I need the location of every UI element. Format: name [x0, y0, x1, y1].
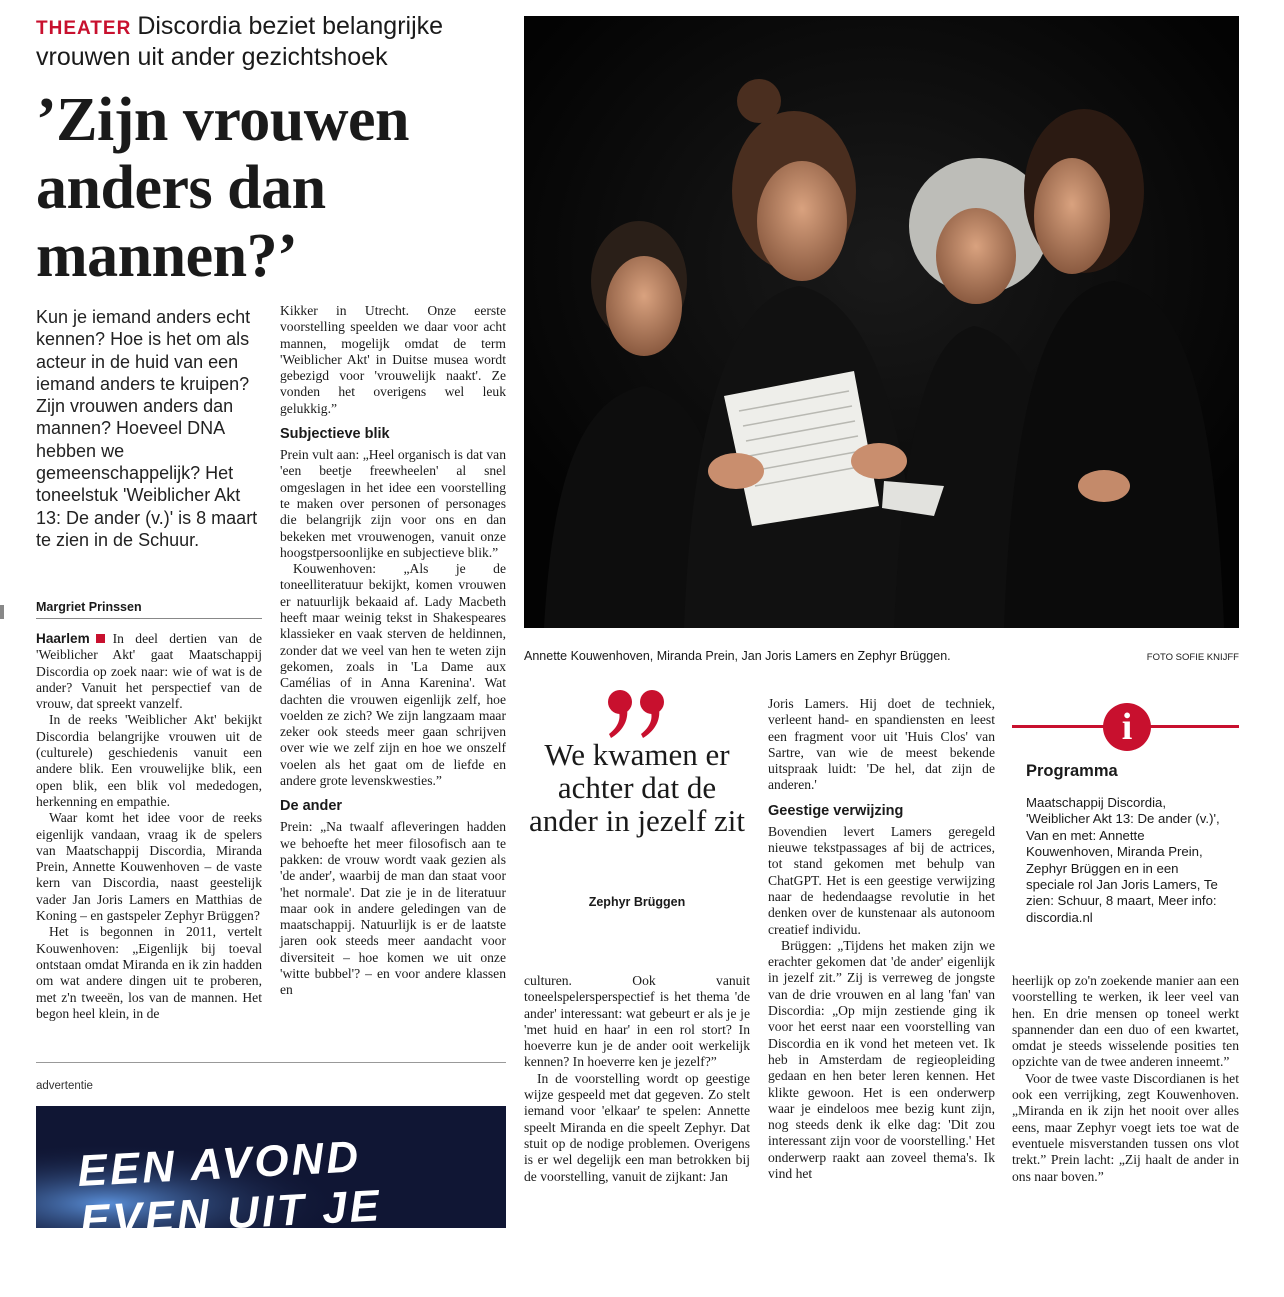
- subheading: De ander: [280, 798, 343, 815]
- paragraph: Joris Lamers. Hij doet de techniek, verleent hand- en spandiensten en leest een fragment voor uit 'Huis Clos' van Sartre, van wie de meest bekende uitspraak luidt: 'De hel, dat zijn de anderen.': [768, 696, 995, 793]
- paragraph-text: In deel dertien van de 'Weiblicher Akt' gaat Maatschappij Discordia op zoek naar: wie of wat is de ander? Vanuit het perspectief van de vrouw, dat spreekt vanzelf.: [36, 631, 262, 712]
- pullquote-text: We kwamen er achter dat de ander in jezelf zit: [528, 737, 746, 838]
- photo-caption: Annette Kouwenhoven, Miranda Prein, Jan Joris Lamers en Zephyr Brüggen.: [524, 649, 951, 663]
- paragraph: Prein: „Na twaalf afleveringen hadden we behoefte het meer filosofisch aan te pakken: de vrouw wordt vaak gezien als 'de ander', waarbij de man dan staat voor 'het normale'. Dat zie je in de literatuur maar ook in andere geledingen van de maatschappij. Natuurlijk is er de laatste jaren ook steeds meer aandacht voor diversiteit – hoe komen we uit onze 'witte bubbel'? – en voor andere klassen en: [280, 819, 506, 998]
- paragraph: In de voorstelling wordt op geestige wijze gespeeld met dat gegeven. Zo stelt iemand voor 'elkaar' te spelen: Annette speelt Miranda en die speelt Zephyr. Dat stuit op de nodige problemen. Overigens is er wel degelijk een man betrokken bij de voorstelling, vanuit de zijkant: Jan: [524, 1070, 750, 1184]
- paragraph: Kikker in Utrecht. Onze eerste voorstelling speelden we daar voor acht mannen, mogelijk omdat de term 'Weiblicher Akt' in Duitse musea wordt gebezigd voor 'vrouwelijk naakt'. Ze vonden het overigens wel leuk gelukkig.”: [280, 303, 506, 416]
- paragraph: Voor de twee vaste Discordianen is het ook een verrijking, zegt Kouwenhoven. „Miranda en ik zijn het nooit over alles eens, maar Zephyr voegt iets toe wat de eventuele misverstanden tussen ons vlot trekt.” Prein lacht: „Zij haalt de ander in ons naar boven.”: [1012, 1070, 1239, 1184]
- subheading: Subjectieve blik: [280, 426, 390, 443]
- kicker-text: Discordia beziet belangrijke vrouwen uit ander gezichtshoek: [36, 12, 444, 71]
- paragraph: Prein vult aan: „Heel organisch is dat van 'een beetje freewheelen' al snel omgeslagen in het idee een voorstelling te maken over personen of personages die belangrijk zijn voor ons en dan bekeken met vrouwenogen, vanuit onze hoogstpersoonlijke en subjectieve blik.”: [280, 447, 506, 560]
- paragraph: heerlijk op zo'n zoekende manier aan een voorstelling te werken, ik leer veel van hen. En drie mensen op toneel werkt spannender dan een duo of een kwartet, omdat je steeds wisselende posities ten opzichte van de twee anderen inneemt.”: [1012, 973, 1239, 1070]
- pullquote-author: Zephyr Brüggen: [588, 895, 686, 909]
- ad-headline: EEN AVOND EVEN UIT JE BOL?: [76, 1132, 384, 1296]
- article-column-5: [1012, 973, 1239, 1185]
- subheading: Geestige verwijzing: [768, 802, 904, 819]
- infobox-text: Maatschappij Discordia, 'Weiblicher Akt 13: De ander (v.)', Van en met: Annette Kouwenhoven, Miranda Prein, Zephyr Brüggen en in een speciale rol Jan Joris Lamers, Te zien: Schuur, 8 maart, Meer info: discordia.nl: [1026, 795, 1220, 925]
- ad-label: advertentie: [36, 1080, 93, 1092]
- article-headline: ’Zijn vrouwen anders dan mannen?’: [36, 86, 410, 290]
- article-column-3: [524, 973, 750, 1185]
- article-intro: Kun je iemand anders echt kennen? Hoe is het om als acteur in de huid van een iemand anders te kruipen? Zijn vrouwen anders dan mannen? Hoeveel DNA hebben we gemeenschappelijk? Het toneelstuk 'Weiblicher Akt 13: De ander (v.)' is 8 maart te zien in de Schuur.: [36, 307, 258, 550]
- article-column-1: [36, 631, 262, 1022]
- article-kicker: [36, 12, 506, 72]
- advertisement[interactable]: [36, 1106, 506, 1296]
- info-icon: i: [1103, 703, 1151, 751]
- paragraph: culturen. Ook vanuit toneelspelersperspectief is het thema 'de ander' interessant: wat gebeurt er als je je 'met huid en haar' in een rol stort? In hoeverre kun je de ander ooit werkelijk kennen? In hoeverre ken je jezelf?”: [524, 973, 750, 1070]
- photo-credit: FOTO SOFIE KNIJFF: [1146, 652, 1239, 663]
- dateline: Haarlem: [36, 631, 90, 646]
- quote-mark-glyph: [605, 688, 669, 740]
- infobox-title: Programma: [1026, 762, 1118, 780]
- page-edge-marker: [0, 605, 4, 619]
- article-photo: [524, 16, 1239, 628]
- article-byline: Margriet Prinssen: [36, 600, 262, 619]
- dateline-square-icon: [96, 634, 105, 643]
- paragraph: In de reeks 'Weiblicher Akt' bekijkt Discordia belangrijke vrouwen uit de (culturele) geschiedenis vanuit een andere blik. Een vrouwelijke blik, een open blik, een blik vol mededogen, herkenning en empathie.: [36, 712, 262, 809]
- section-divider: [36, 1062, 506, 1063]
- paragraph: [36, 631, 262, 712]
- paragraph: Waar komt het idee voor de reeks eigenlijk vandaan, vraag ik de spelers van Maatschappij Discordia, Miranda Prein, Annette Kouwenhoven – de vaste kern van Discordia, naast geestelijk vader Jan Joris Lamers en Matthias de Koning – en gastspeler Zephyr Brüggen?: [36, 810, 262, 924]
- paragraph: Kouwenhoven: „Als je de toneelliteratuur bekijkt, komen vrouwen er natuurlijk bekaaid af. Lady Macbeth heeft maar weinig tekst in Shakespeares klassieker en vaak sterven de heldinnen, zonder dat we veel van hen te weten zijn gekomen, zoals in 'La Dame aux Camélias of in Anna Karenina'. Wat dachten die vrouwen eigenlijk zelf, hoe voelden ze zich? We zijn langzaam maar zeker ook steeds meer gaan schrijven over wie we zelf zijn en hoe we onszelf voelen als het gaat om de liefde en andere grote levenskwesties.”: [280, 561, 506, 789]
- photo-illustration: [524, 16, 1239, 628]
- article-category: THEATER: [36, 18, 132, 39]
- quote-mark-icon: [524, 688, 750, 740]
- paragraph: Brüggen: „Tijdens het maken zijn we erachter gekomen dat 'de ander' eigenlijk in jezelf zit.” Zij is verreweg de jongste van de drie vrouwen en al lang 'fan' van Discordia: „Op mijn zestiende ging ik voor het eerst naar een voorstelling van Discordia en ik vond het meteen vet. Ik heb in Amsterdam de regieopleiding gedaan en hen beter leren kennen. Het klikte gewoon. Het is een onderwerp waar je eindeloos mee bezig kunt zijn, nog steeds denk ik elke dag: 'Dit zou interessant zijn voor de voorstelling.' Het onderwerp raakt aan zoveel thema's. Ik vind het: [768, 937, 995, 1182]
- paragraph: Bovendien levert Lamers geregeld nieuwe tekstpassages af bij de actrices, tot stand gekomen met behulp van ChatGPT. Het is een geestige verwijzing naar de hedendaagse revolutie in het denken over de kunstenaar als autonoom creatief individu.: [768, 823, 995, 937]
- article-column-4: [768, 696, 995, 1182]
- article-column-2: [280, 303, 506, 999]
- paragraph: Het is begonnen in 2011, vertelt Kouwenhoven: „Eigenlijk bij toeval ontstaan omdat Miranda en ik zin hadden om wat andere dingen uit te proberen, met z'n tweeën, los van de mannen. Het begon heel klein, in de: [36, 924, 262, 1021]
